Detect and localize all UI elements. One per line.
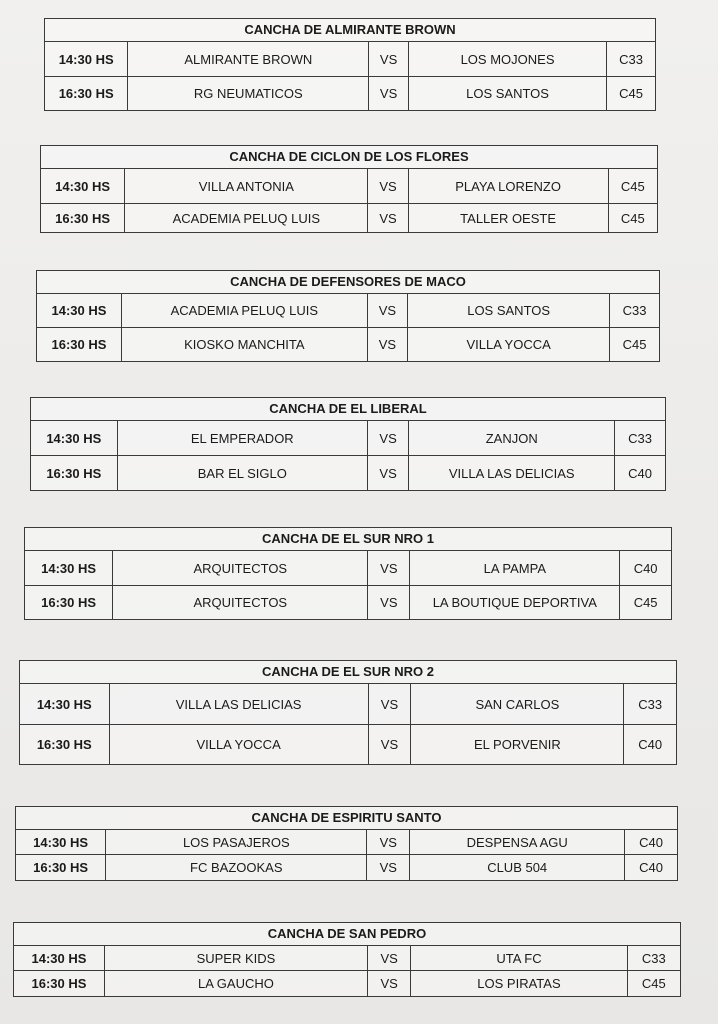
- vs-label: VS: [367, 586, 409, 619]
- home-team: VILLA LAS DELICIAS: [109, 684, 368, 724]
- away-team: TALLER OESTE: [408, 204, 608, 232]
- home-team: FC BAZOOKAS: [105, 855, 366, 880]
- vs-label: VS: [367, 204, 407, 232]
- match-time: 14:30 HS: [33, 834, 89, 850]
- away-team: ZANJON: [408, 421, 614, 455]
- field-block-almirante-brown: [44, 18, 656, 111]
- match-row: [25, 585, 671, 619]
- vs-label: VS: [368, 77, 408, 110]
- match-time: 14:30 HS: [31, 950, 87, 966]
- vs-label: VS: [367, 971, 410, 996]
- match-time: 16:30 HS: [36, 737, 92, 752]
- away-team: LA BOUTIQUE DEPORTIVA: [409, 586, 619, 619]
- match-time: 14:30 HS: [55, 178, 111, 194]
- match-time: 14:30 HS: [51, 303, 107, 318]
- vs-label: VS: [367, 456, 408, 490]
- home-team: EL EMPERADOR: [117, 421, 367, 455]
- match-row: [31, 421, 665, 455]
- away-team: CLUB 504: [409, 855, 624, 880]
- match-row: [45, 76, 655, 110]
- home-team: LOS PASAJEROS: [105, 830, 366, 854]
- away-team: EL PORVENIR: [410, 725, 623, 764]
- match-time: 14:30 HS: [36, 696, 92, 712]
- home-team: SUPER KIDS: [104, 946, 367, 970]
- category: C33: [623, 684, 675, 724]
- home-team: BAR EL SIGLO: [117, 456, 367, 490]
- match-row: [20, 684, 676, 724]
- away-team: UTA FC: [410, 946, 626, 970]
- category: C45: [608, 169, 657, 203]
- category: C45: [606, 77, 655, 110]
- field-block-el-sur-nro-2: [19, 660, 677, 765]
- match-time: 16:30 HS: [58, 86, 114, 101]
- match-row: [14, 970, 680, 996]
- category: C33: [606, 42, 655, 76]
- field-title: CANCHA DE ALMIRANTE BROWN: [45, 19, 655, 42]
- match-row: [16, 854, 677, 880]
- away-team: VILLA YOCCA: [407, 328, 609, 361]
- home-team: ARQUITECTOS: [112, 551, 367, 585]
- vs-label: VS: [368, 725, 411, 764]
- match-row: [41, 169, 657, 203]
- field-title: CANCHA DE CICLON DE LOS FLORES: [41, 146, 657, 169]
- away-team: LA PAMPA: [409, 551, 619, 585]
- away-team: LOS SANTOS: [408, 77, 606, 110]
- away-team: PLAYA LORENZO: [408, 169, 608, 203]
- match-time: 16:30 HS: [41, 595, 97, 610]
- match-row: [16, 830, 677, 854]
- match-time: 16:30 HS: [55, 210, 111, 226]
- category: C45: [627, 971, 680, 996]
- match-time: 14:30 HS: [41, 560, 97, 576]
- match-time: 14:30 HS: [46, 430, 102, 446]
- field-block-defensores-de-maco: [36, 270, 660, 362]
- away-team: LOS PIRATAS: [410, 971, 626, 996]
- category: C33: [627, 946, 680, 970]
- home-team: ACADEMIA PELUQ LUIS: [121, 294, 367, 327]
- category: C40: [624, 830, 677, 854]
- field-title: CANCHA DE EL LIBERAL: [31, 398, 665, 421]
- category: C45: [609, 328, 659, 361]
- home-team: LA GAUCHO: [104, 971, 367, 996]
- match-time: 16:30 HS: [46, 465, 102, 481]
- home-team: ARQUITECTOS: [112, 586, 367, 619]
- match-time: 16:30 HS: [33, 860, 89, 875]
- away-team: SAN CARLOS: [410, 684, 623, 724]
- field-title: CANCHA DE EL SUR NRO 1: [25, 528, 671, 551]
- away-team: LOS SANTOS: [407, 294, 609, 327]
- home-team: ALMIRANTE BROWN: [127, 42, 368, 76]
- home-team: ACADEMIA PELUQ LUIS: [124, 204, 367, 232]
- home-team: VILLA ANTONIA: [124, 169, 367, 203]
- category: C33: [609, 294, 659, 327]
- match-time: 16:30 HS: [31, 976, 87, 991]
- field-title: CANCHA DE DEFENSORES DE MACO: [37, 271, 659, 294]
- field-block-ciclon-de-los-flores: [40, 145, 658, 233]
- field-block-espiritu-santo: [15, 806, 678, 881]
- vs-label: VS: [366, 855, 409, 880]
- vs-label: VS: [366, 830, 409, 854]
- vs-label: VS: [367, 294, 407, 327]
- away-team: VILLA LAS DELICIAS: [408, 456, 614, 490]
- vs-label: VS: [367, 946, 410, 970]
- match-row: [37, 294, 659, 327]
- category: C40: [623, 725, 675, 764]
- match-row: [31, 455, 665, 490]
- category: C40: [624, 855, 677, 880]
- vs-label: VS: [368, 684, 411, 724]
- category: C40: [619, 551, 671, 585]
- away-team: LOS MOJONES: [408, 42, 606, 76]
- category: C33: [614, 421, 665, 455]
- match-time: 16:30 HS: [51, 337, 107, 352]
- home-team: KIOSKO MANCHITA: [121, 328, 367, 361]
- vs-label: VS: [367, 328, 407, 361]
- match-row: [37, 327, 659, 361]
- vs-label: VS: [367, 169, 407, 203]
- match-row: [14, 946, 680, 970]
- match-row: [41, 203, 657, 232]
- vs-label: VS: [367, 551, 409, 585]
- field-title: CANCHA DE SAN PEDRO: [14, 923, 680, 946]
- match-row: [25, 551, 671, 585]
- match-time: 14:30 HS: [58, 51, 114, 67]
- home-team: VILLA YOCCA: [109, 725, 368, 764]
- field-title: CANCHA DE EL SUR NRO 2: [20, 661, 676, 684]
- home-team: RG NEUMATICOS: [127, 77, 368, 110]
- field-block-el-liberal: [30, 397, 666, 491]
- vs-label: VS: [368, 42, 408, 76]
- away-team: DESPENSA AGU: [409, 830, 624, 854]
- category: C45: [608, 204, 657, 232]
- field-title: CANCHA DE ESPIRITU SANTO: [16, 807, 677, 830]
- field-block-san-pedro: [13, 922, 681, 997]
- vs-label: VS: [367, 421, 408, 455]
- category: C45: [619, 586, 671, 619]
- category: C40: [614, 456, 665, 490]
- match-row: [20, 724, 676, 764]
- match-row: [45, 42, 655, 76]
- field-block-el-sur-nro-1: [24, 527, 672, 620]
